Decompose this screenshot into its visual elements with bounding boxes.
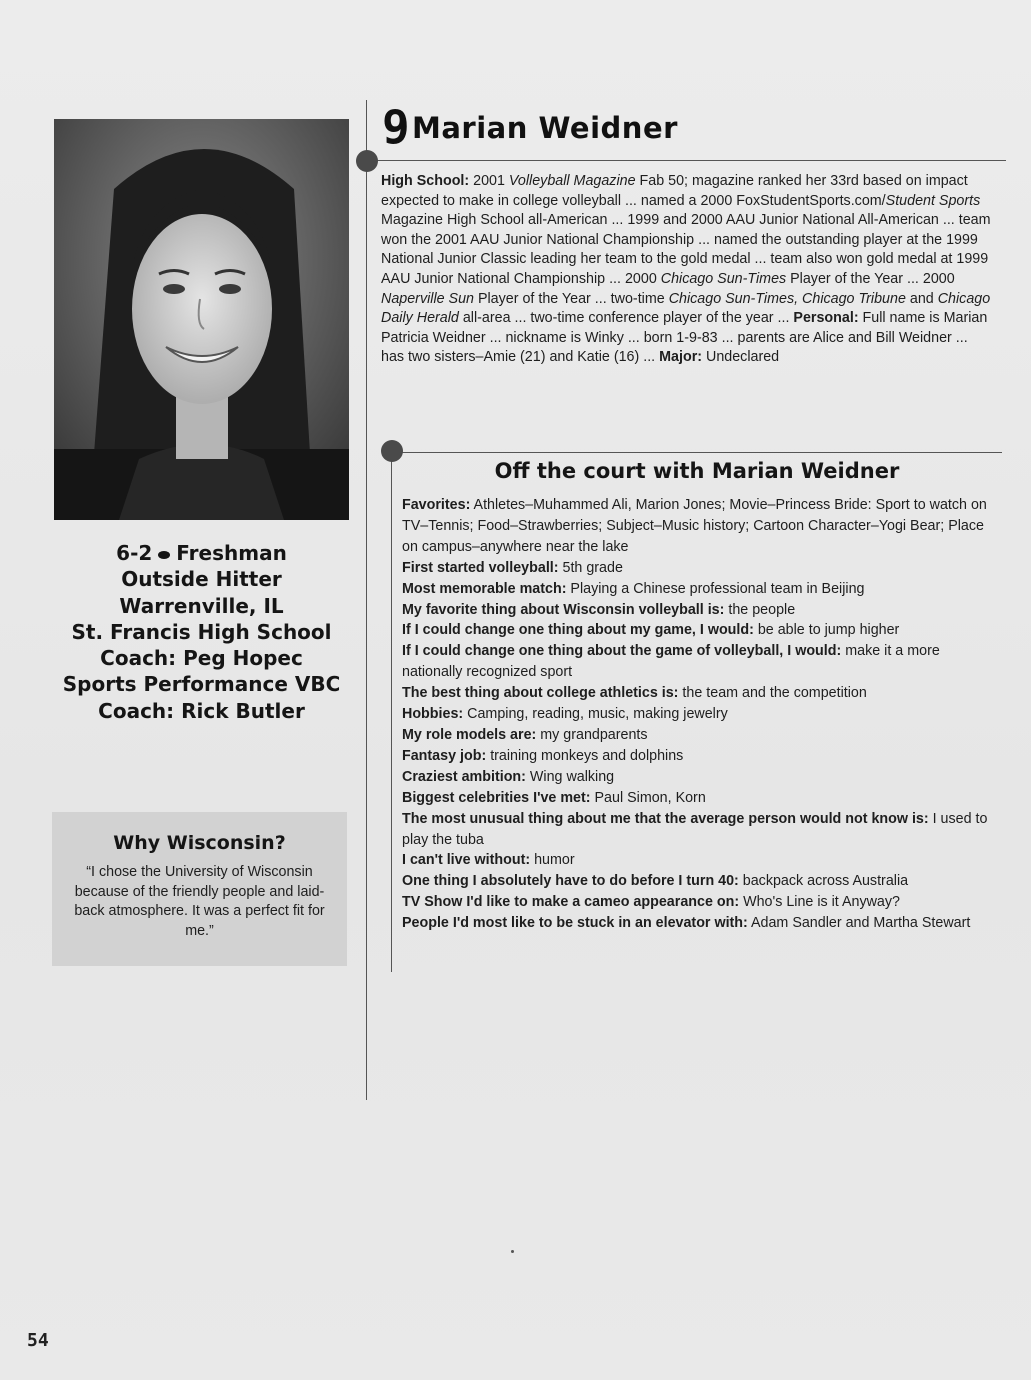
bio-italic: Student Sports xyxy=(885,192,981,209)
high-school: St. Francis High School xyxy=(71,619,332,644)
qa-answer: training monkeys and dolphins xyxy=(486,747,684,764)
qa-answer: Who's Line is it Anyway? xyxy=(739,894,900,911)
qa-question: Hobbies: xyxy=(402,706,464,723)
qa-question: People I'd most like to be stuck in an elevator with: xyxy=(402,915,748,932)
high-school-label: High School: xyxy=(381,173,470,189)
height: 6-2 xyxy=(116,541,153,565)
qa-item xyxy=(402,600,992,621)
bio-italic: Chicago Sun-Times, Chicago Tribune xyxy=(668,290,906,307)
qa-item xyxy=(402,579,992,600)
qa-answer: Paul Simon, Korn xyxy=(590,789,706,806)
qa-answer: Wing walking xyxy=(525,768,615,785)
bio-text: Fab 50; magazine ranked her 33rd based on impact expected to make in college volleyball ... named a 2000 FoxStudentSports.com/ xyxy=(381,173,968,209)
qa-answer: I used to play the tuba xyxy=(402,810,988,848)
qa-answer: make it a more nationally recognized sport xyxy=(402,643,940,681)
bio-text: Undeclared xyxy=(702,349,780,366)
why-wisconsin-title: Why Wisconsin? xyxy=(113,832,286,854)
club-team: Sports Performance VBC xyxy=(62,672,341,697)
player-bio xyxy=(381,172,993,368)
qa-item xyxy=(402,913,992,934)
off-court-divider xyxy=(391,452,392,972)
qa-item xyxy=(402,704,992,725)
qa-item xyxy=(402,746,992,767)
qa-answer: be able to jump higher xyxy=(753,622,900,639)
qa-question: Favorites: xyxy=(402,497,471,513)
qa-answer: Adam Sandler and Martha Stewart xyxy=(747,915,971,932)
player-photo xyxy=(54,119,349,520)
qa-item xyxy=(402,558,992,579)
qa-item xyxy=(402,683,992,704)
qa-item xyxy=(402,725,992,746)
qa-answer: my grandparents xyxy=(536,726,648,743)
bullet-icon xyxy=(158,551,170,559)
bio-italic: Chicago Daily Herald xyxy=(381,290,991,327)
high-school-coach: Coach: Peg Hopec xyxy=(100,646,303,671)
qa-item xyxy=(402,850,992,871)
off-court-list xyxy=(402,495,992,934)
bio-italic: Naperville Sun xyxy=(381,290,474,307)
qa-question: First started volleyball: xyxy=(402,559,559,576)
qa-item xyxy=(402,620,992,641)
print-speck xyxy=(511,1250,514,1253)
bio-text: all-area ... two-time conference player of the year ... xyxy=(458,310,794,327)
bio-italic: Volleyball Magazine xyxy=(508,173,636,189)
position: Outside Hitter xyxy=(121,567,282,592)
bio-text: Full name is Marian Patricia Weidner ... nickname is Winky ... born 1-9-83 ... parents are Alice and Bill Weidner ... has two sisters–Amie (21) and Katie (16) ... xyxy=(381,310,988,366)
qa-item xyxy=(402,871,992,892)
qa-answer: 5th grade xyxy=(558,559,623,576)
column-divider xyxy=(366,100,367,1100)
bio-text: and xyxy=(905,290,938,307)
major-label: Major: xyxy=(659,349,703,366)
qa-question: Craziest ambition: xyxy=(402,768,526,785)
qa-question: Biggest celebrities I've met: xyxy=(402,789,591,806)
qa-question: My role models are: xyxy=(402,726,537,743)
header-bullet xyxy=(356,150,378,172)
off-court-rule xyxy=(392,452,1002,453)
qa-question: TV Show I'd like to make a cameo appearance on: xyxy=(402,894,740,911)
jersey-number: 9 xyxy=(382,100,410,154)
qa-item xyxy=(402,788,992,809)
qa-question: If I could change one thing about the game of volleyball, I would: xyxy=(402,643,842,660)
qa-answer: Athletes–Muhammed Ali, Marion Jones; Movie–Princess Bride: Sport to watch on TV–Tennis; Food–Strawberries; Subject–Music history; Cartoon Character–Yogi Bear; Place on campus–anywhere near the lake xyxy=(402,497,987,555)
qa-answer: humor xyxy=(530,852,575,869)
qa-answer: Camping, reading, music, making jewelry xyxy=(463,706,728,723)
qa-question: One thing I absolutely have to do before I turn 40: xyxy=(402,873,739,890)
qa-item xyxy=(402,641,992,683)
qa-question: I can't live without: xyxy=(402,852,531,869)
bio-text: Magazine High School all-American ... 1999 and 2000 AAU Junior National All-American ... team won the 2001 AAU Junior National Championship ... named the outstanding player at the 1999 National Junior Classic leading her team to the gold medal ... team also won gold medal at 1999 AAU Junior National Championship ... 2000 xyxy=(381,212,991,287)
bio-text: Player of the Year ... 2000 xyxy=(786,270,955,287)
qa-question: Most memorable match: xyxy=(402,580,567,597)
qa-question: Fantasy job: xyxy=(402,747,487,764)
player-info xyxy=(54,540,349,724)
qa-question: The best thing about college athletics is: xyxy=(402,685,679,702)
qa-answer: backpack across Australia xyxy=(738,873,909,890)
why-wisconsin-box xyxy=(52,812,347,966)
qa-answer: Playing a Chinese professional team in Beijing xyxy=(566,580,865,597)
club-coach: Coach: Rick Butler xyxy=(98,698,305,723)
portrait-illustration xyxy=(54,119,349,520)
why-wisconsin-quote: “I chose the University of Wisconsin because of the friendly people and laid-back atmosphere. It was a perfect fit for me.” xyxy=(74,864,325,939)
qa-answer: the team and the competition xyxy=(678,685,867,702)
personal-label: Personal: xyxy=(793,310,859,327)
bio-italic: Chicago Sun-Times xyxy=(660,270,787,287)
qa-question: The most unusual thing about me that the average person would not know is: xyxy=(402,810,929,827)
qa-question: My favorite thing about Wisconsin volleyball is: xyxy=(402,601,725,618)
off-court-title: Off the court with Marian Weidner xyxy=(494,459,900,483)
bio-text: Player of the Year ... two-time xyxy=(473,290,669,307)
bio-text: 2001 xyxy=(469,173,509,189)
qa-item xyxy=(402,892,992,913)
page-number: 54 xyxy=(27,1330,49,1351)
header-rule xyxy=(366,160,1006,161)
qa-item xyxy=(402,809,992,851)
height-class-line xyxy=(54,540,349,566)
qa-answer: the people xyxy=(724,601,796,618)
qa-item xyxy=(402,767,992,788)
qa-question: If I could change one thing about my game, I would: xyxy=(402,622,754,639)
qa-item xyxy=(402,495,992,558)
class-year: Freshman xyxy=(176,541,287,565)
player-name-heading: Marian Weidner xyxy=(412,111,678,145)
hometown: Warrenville, IL xyxy=(119,593,284,618)
